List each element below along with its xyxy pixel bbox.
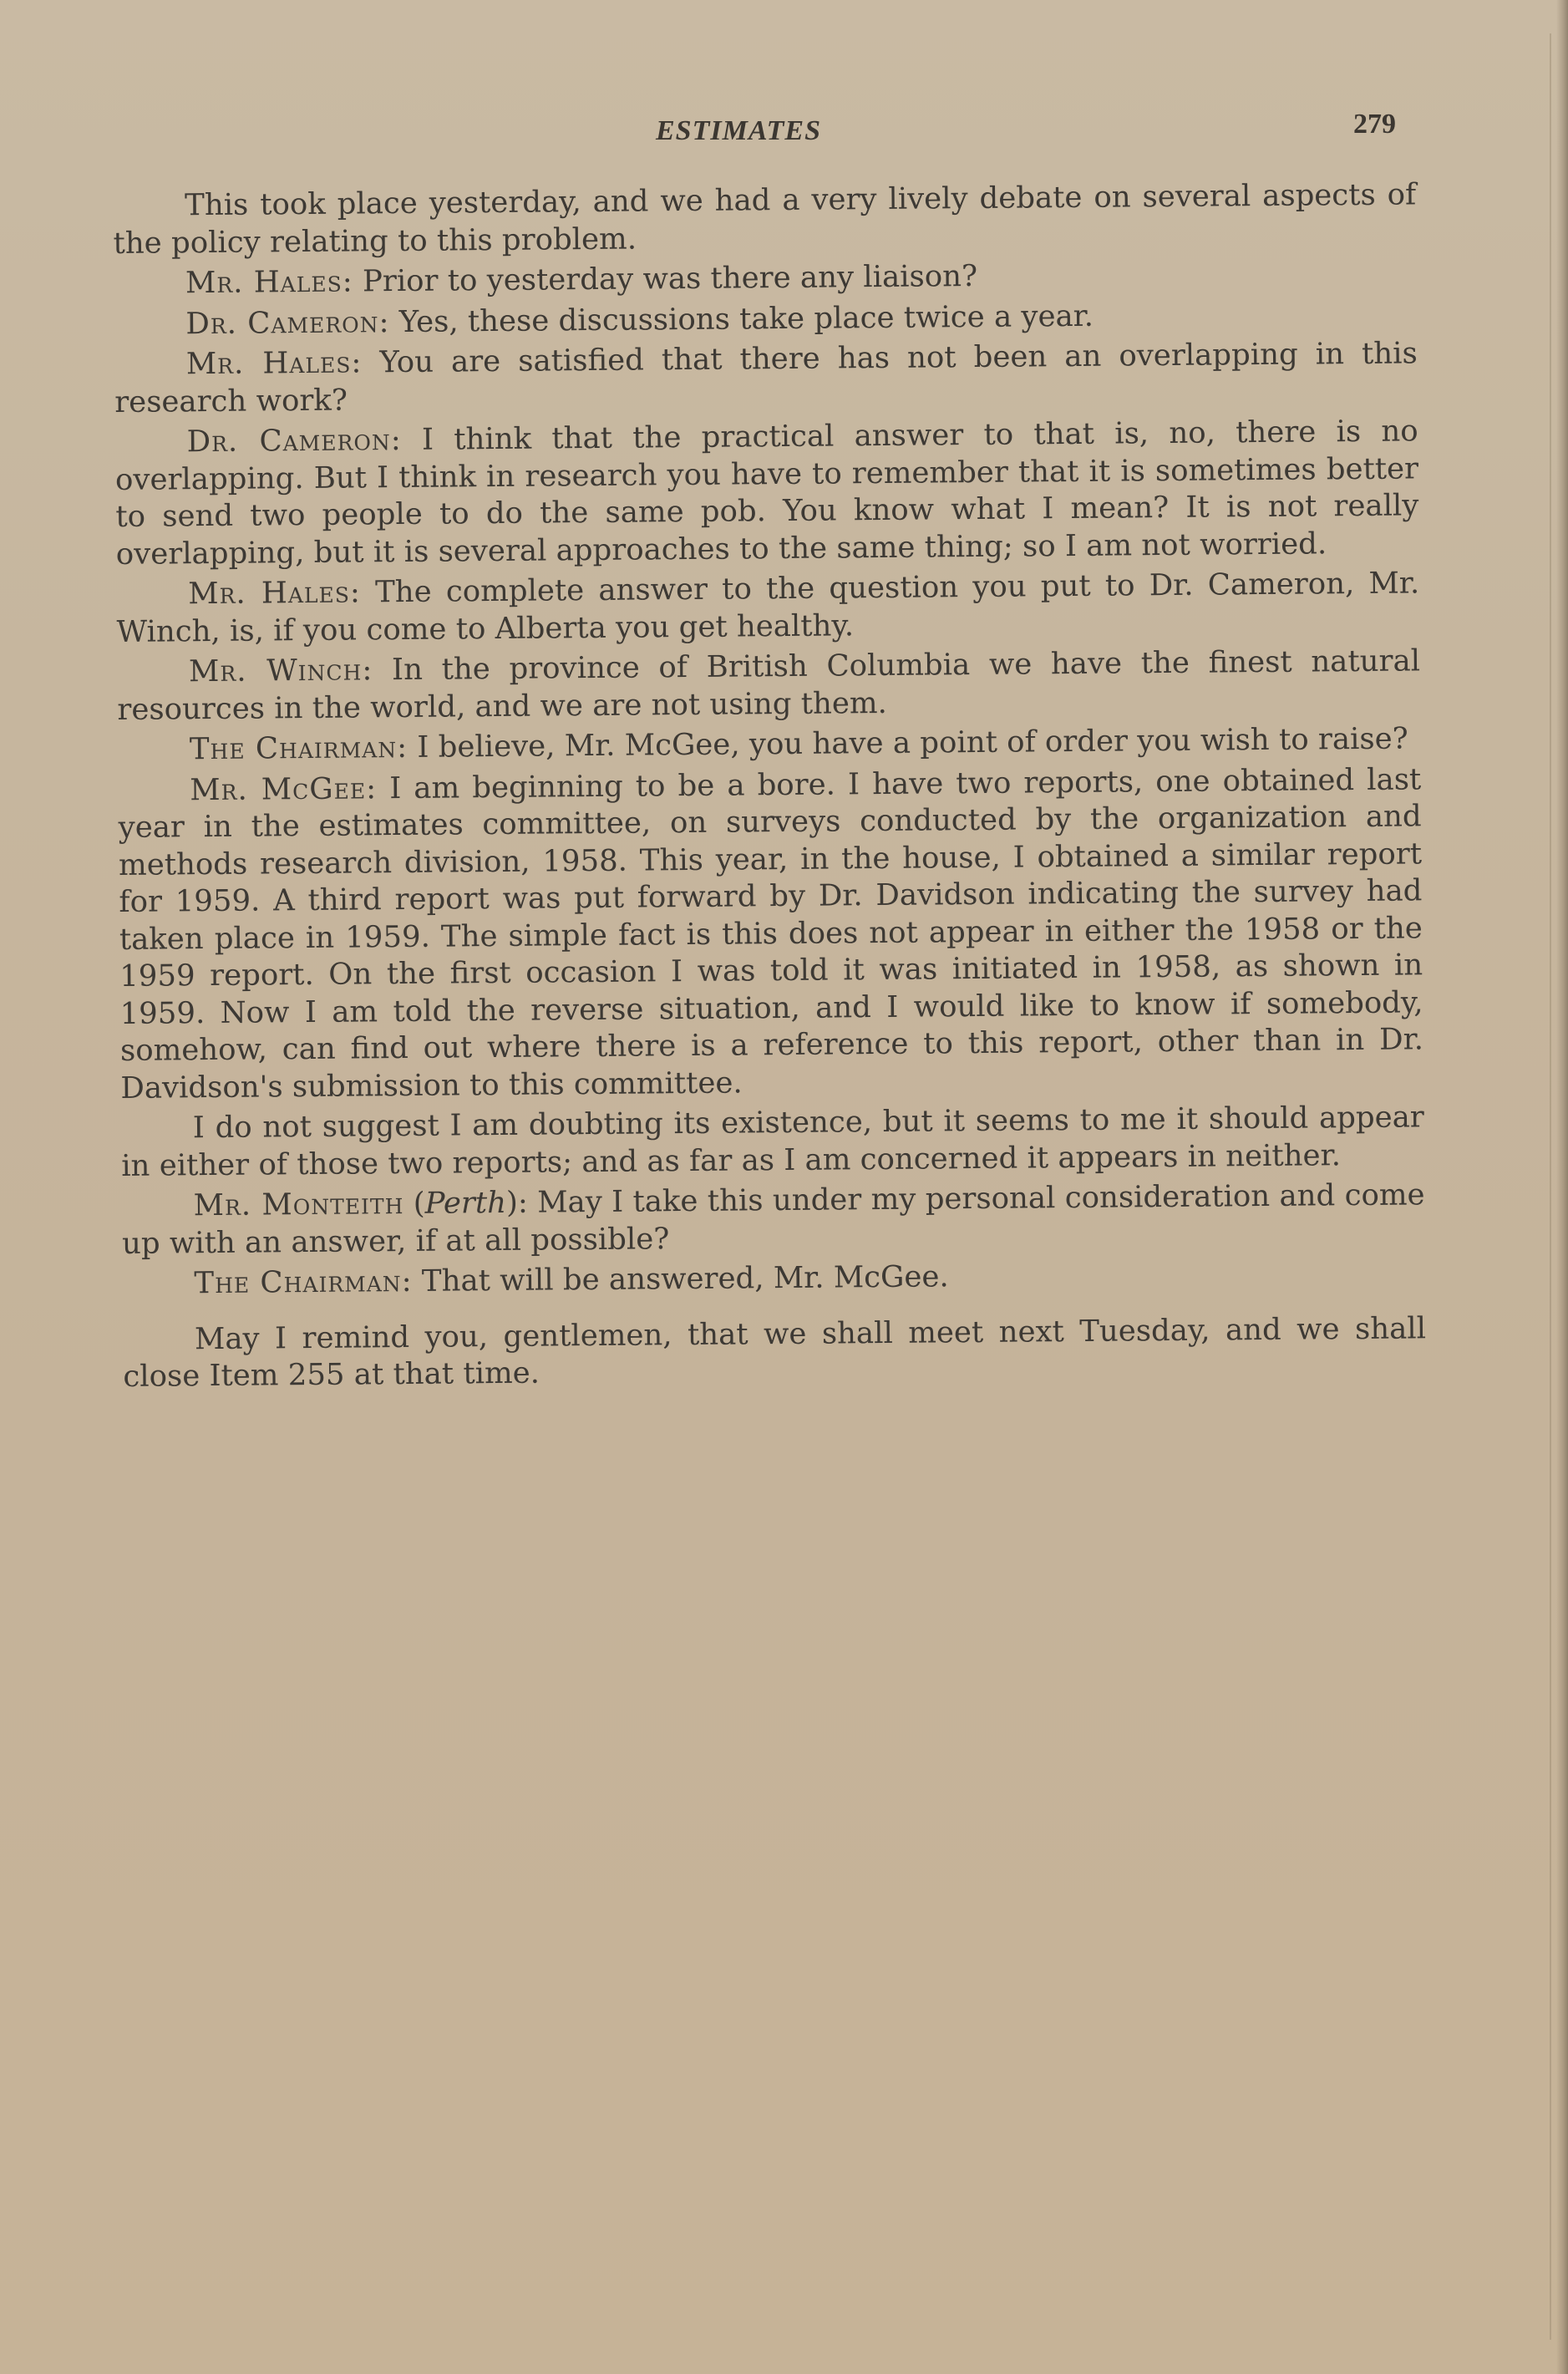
speaker-name: Dr. Cameron: bbox=[186, 422, 402, 460]
speaker-name: Mr. Hales: bbox=[185, 264, 353, 301]
paragraph-11 bbox=[121, 1177, 1425, 1263]
paragraph-text: Prior to yesterday was there any liaison? bbox=[362, 258, 978, 299]
paragraph-8 bbox=[118, 720, 1421, 769]
paragraph-text: Yes, these discussions take place twice a year. bbox=[398, 298, 1094, 339]
speaker-name: Dr. Cameron: bbox=[185, 304, 390, 341]
speaker-name: Mr. Monteith bbox=[193, 1187, 404, 1223]
paragraph-3 bbox=[114, 295, 1417, 343]
paragraph-6 bbox=[116, 565, 1420, 651]
speaker-name: Mr. Hales: bbox=[188, 575, 362, 612]
paragraph-10 bbox=[121, 1099, 1425, 1185]
paragraph-text: That will be answered, Mr. McGee. bbox=[421, 1259, 949, 1299]
paragraph-text: The complete answer to the question you put to Dr. Cameron, Mr. Winch, is, if you come to Alberta you get healthy. bbox=[116, 566, 1420, 649]
paragraph-text: I am beginning to be a bore. I have two reports, one obtained last year in the estimates committee, on surveys conducted by the organization and methods research division, 1958. This year, in the house, I obtained a similar report for 1959. A third report was put forward by Dr. Davidson indicating the survey had taken place in 1959. The simple fact is this does not appear in either the 1958 or the 1959 report. On the first occasion I was told it was initiated in 1958, as shown in 1959. Now I am told the reverse situation, and I would like to know if somebody, somehow, can find out where there is a reference to this report, other than in Dr. Davidson's submission to this committee. bbox=[118, 761, 1424, 1106]
paragraph-2 bbox=[114, 254, 1417, 302]
riding-open-paren: ( bbox=[413, 1186, 425, 1221]
paragraph-text: May I take this under my personal consideration and come up with an answer, if at all possible? bbox=[121, 1177, 1425, 1261]
speaker-name: Mr. Hales: bbox=[185, 345, 363, 382]
page-edge-shadow bbox=[1556, 0, 1568, 2374]
paragraph-text: May I remind you, gentlemen, that we shall meet next Tuesday, and we shall close Item 255 at that time. bbox=[123, 1310, 1427, 1394]
riding-close-paren: ): bbox=[505, 1185, 529, 1220]
paragraph-text: You are satisfied that there has not been an overlapping in this research work? bbox=[114, 336, 1418, 419]
paragraph-9 bbox=[118, 761, 1423, 1107]
speaker-name: Mr. Winch: bbox=[188, 653, 373, 689]
paragraph-5 bbox=[114, 413, 1418, 573]
paragraph-4 bbox=[114, 335, 1418, 421]
paragraph-12 bbox=[122, 1254, 1425, 1303]
page-edge-line bbox=[1550, 33, 1551, 2340]
paragraph-text: I do not suggest I am doubting its existence, but it seems to me it should appear in either of those two reports; and as far as I am concerned it appears in neither. bbox=[121, 1100, 1424, 1183]
speaker-name: The Chairman: bbox=[189, 729, 408, 767]
paragraph-1 bbox=[113, 176, 1417, 262]
transcript-body bbox=[113, 176, 1427, 1399]
paragraph-13 bbox=[123, 1310, 1427, 1396]
paragraph-7 bbox=[117, 643, 1421, 729]
page-number: 279 bbox=[1353, 109, 1396, 140]
running-title: ESTIMATES bbox=[656, 115, 821, 146]
speaker-name: Mr. McGee: bbox=[190, 770, 378, 807]
speaker-name: The Chairman: bbox=[194, 1263, 413, 1301]
paragraph-text: I think that the practical answer to that is, no, there is no overlapping. But I think in research you have to remember that it is sometimes better to send two people to do the same pob. You know what I mean? It is not really overlapping, but it is several approaches to the same thing; so I am not worried. bbox=[114, 414, 1419, 572]
paragraph-text: I believe, Mr. McGee, you have a point of order you wish to raise? bbox=[417, 721, 1408, 765]
paragraph-text: In the province of British Columbia we have the finest natural resources in the world, and we are not using them. bbox=[117, 643, 1421, 727]
paragraph-text: This took place yesterday, and we had a very lively debate on several aspects of the policy relating to this problem. bbox=[113, 177, 1417, 261]
speaker-riding: Perth bbox=[424, 1185, 507, 1221]
